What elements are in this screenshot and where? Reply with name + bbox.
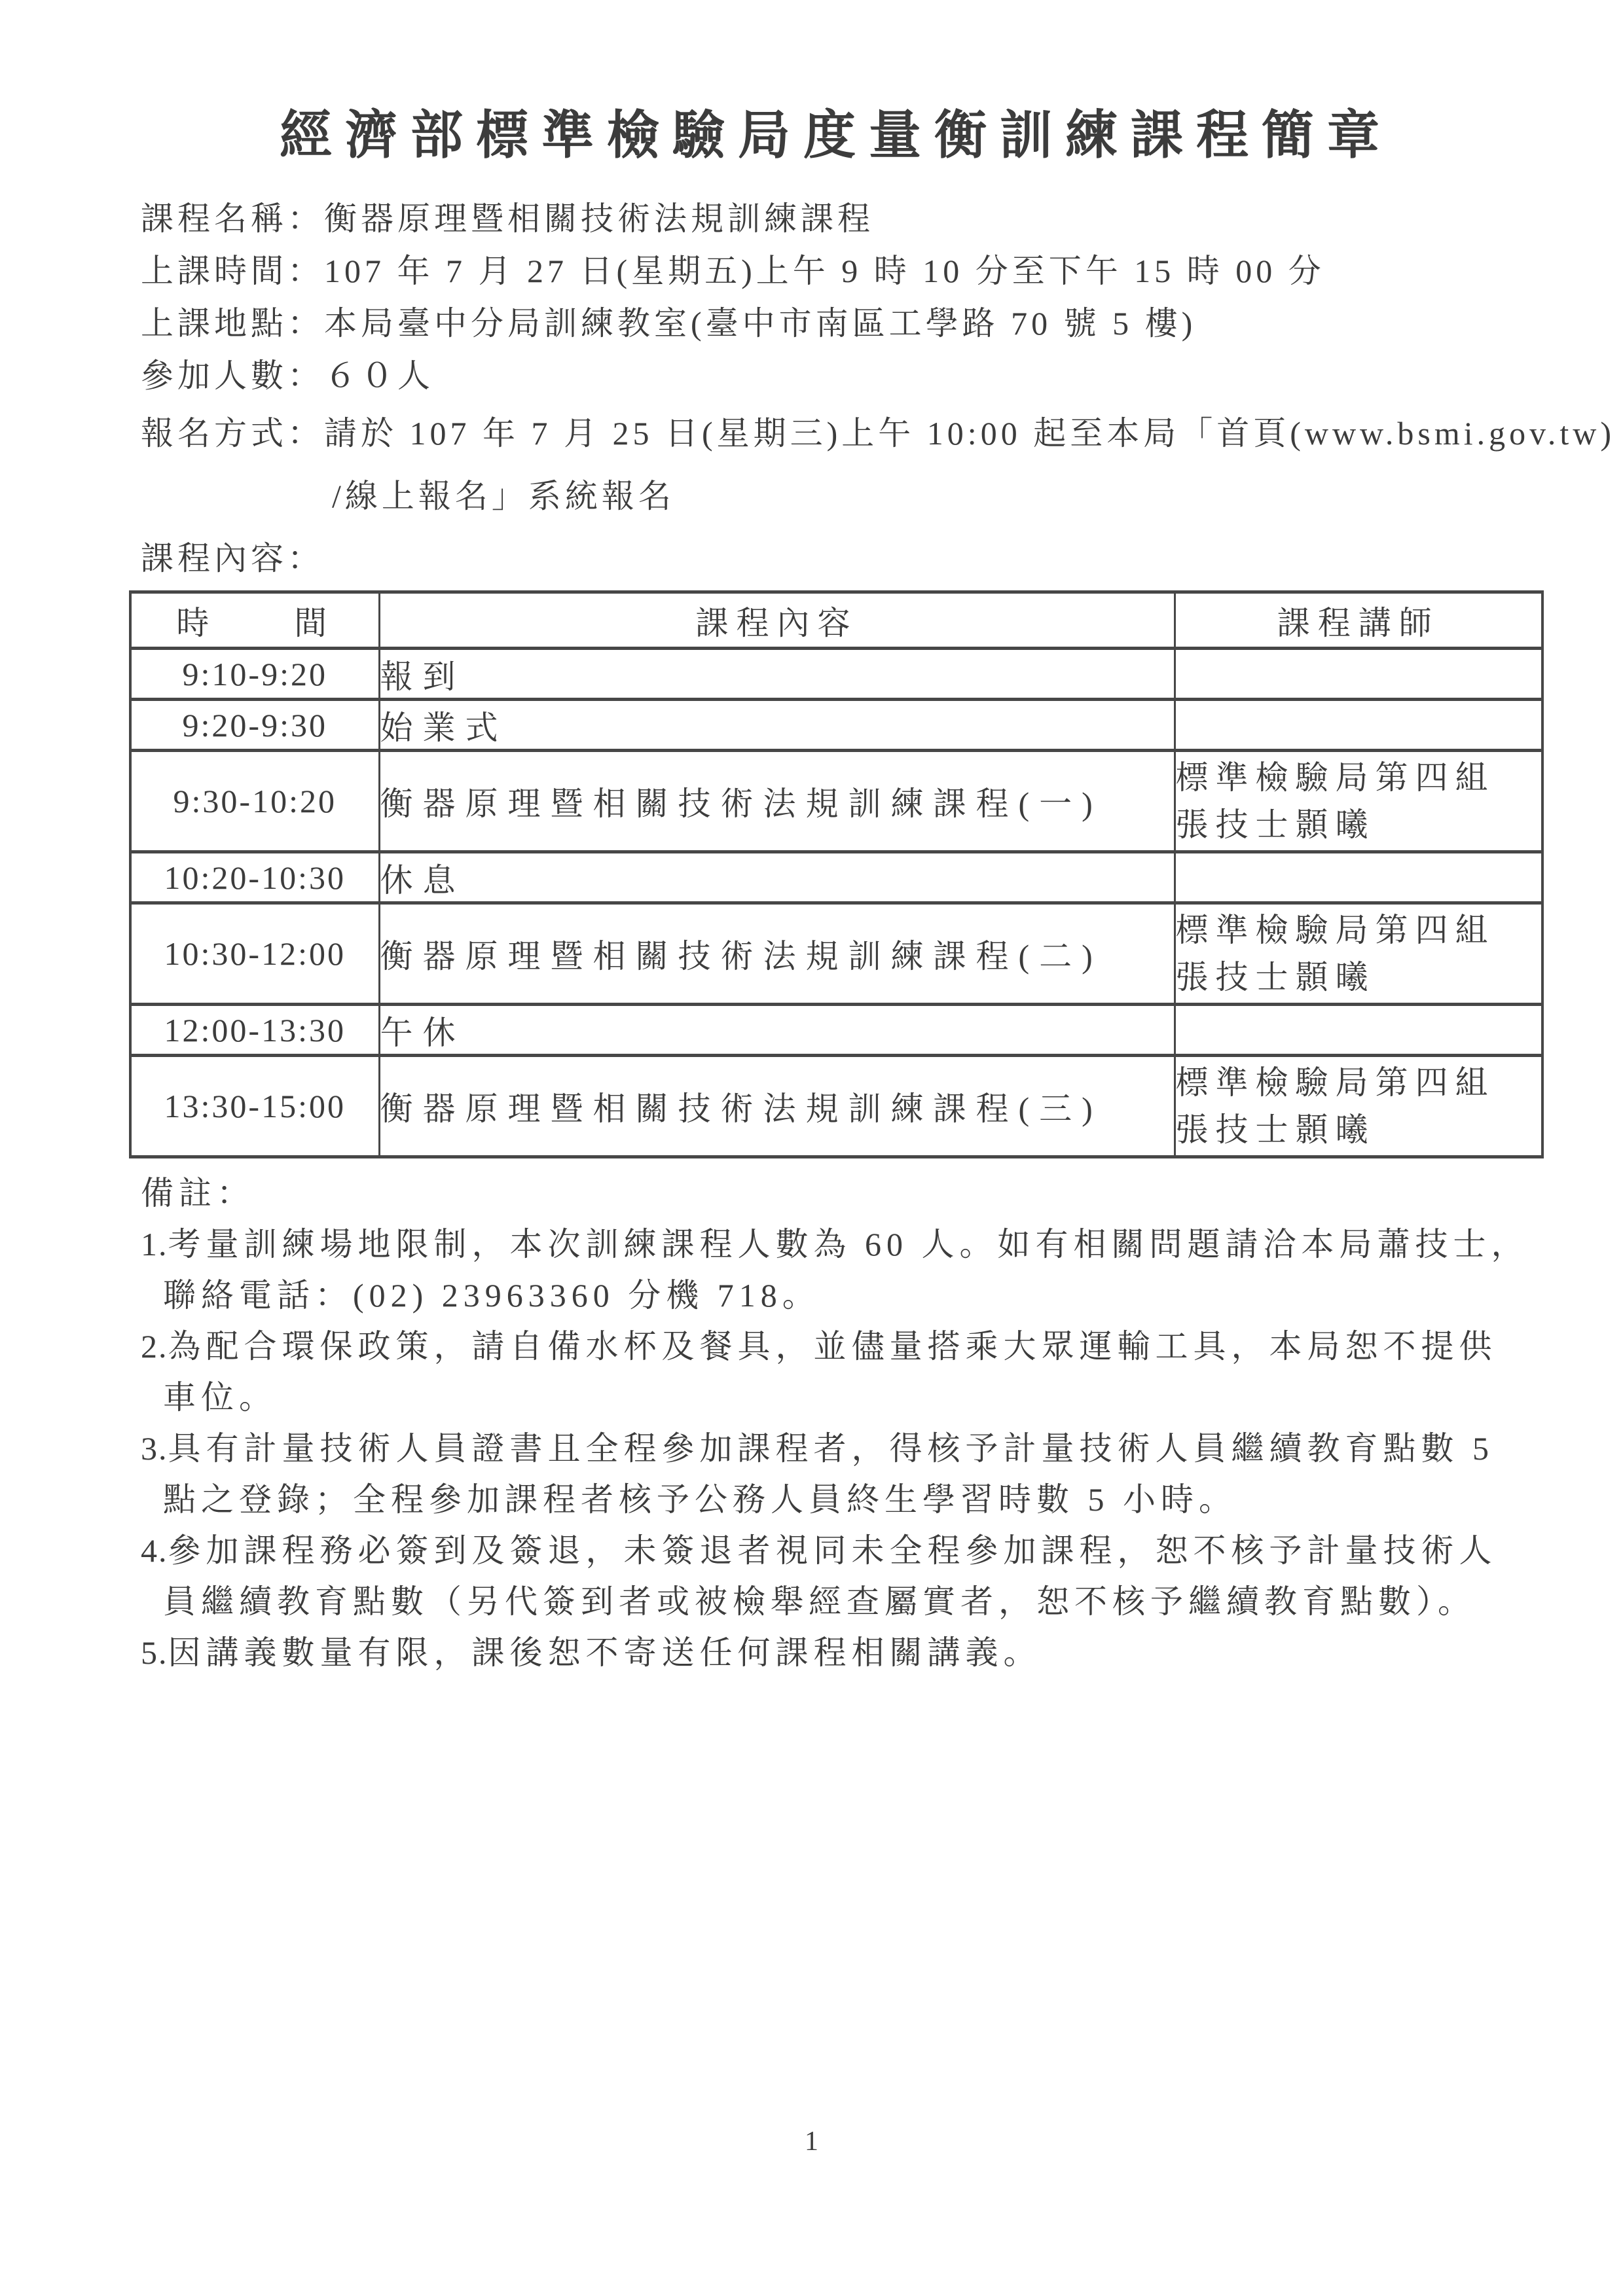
note-text: 因講義數量有限，課後恕不寄送任何課程相關講義。 <box>168 1634 1042 1671</box>
instructor-org: 標準檢驗局第四組 <box>1175 1064 1495 1101</box>
schedule-row <box>130 649 1542 700</box>
schedule-row <box>130 1056 1542 1157</box>
cell-time: 10:20-10:30 <box>130 852 379 903</box>
info-label: 上課時間： <box>141 253 324 289</box>
info-label: 課程名稱： <box>141 200 324 237</box>
cell-content: 休息 <box>379 852 1175 903</box>
info-label: 報名方式： <box>141 415 324 452</box>
instructor-org: 標準檢驗局第四組 <box>1175 912 1495 948</box>
info-line-registration-cont: /線上報名」系統報名 <box>332 478 675 514</box>
info-label: 參加人數： <box>141 357 324 394</box>
info-line-participants <box>141 350 1543 402</box>
cell-content: 衡器原理暨相關技術法規訓練課程(一) <box>379 751 1175 852</box>
schedule-row <box>130 700 1542 751</box>
schedule-row <box>130 903 1542 1005</box>
info-line-registration <box>141 402 1616 465</box>
cell-content: 午休 <box>379 1005 1175 1056</box>
note-number: 4. <box>141 1532 168 1569</box>
note-text: 參加課程務必簽到及簽退，未簽退者視同未全程參加課程，恕不核予計量技術人 <box>168 1532 1497 1569</box>
schedule-caption: 課程內容： <box>141 540 324 577</box>
note-text: 考量訓練場地限制，本次訓練課程人數為 60 人。如有相關問題請洽本局蕭技士， <box>168 1226 1529 1263</box>
note-item-3 <box>141 1423 1543 1525</box>
info-value: 107 年 7 月 27 日(星期五)上午 9 時 10 分至下午 15 時 00 分 <box>324 253 1325 289</box>
info-value: 本局臺中分局訓練教室(臺中市南區工學路 70 號 5 樓) <box>324 305 1197 342</box>
note-item-2 <box>141 1321 1543 1423</box>
note-number: 1. <box>141 1226 168 1263</box>
info-label: 上課地點： <box>141 305 324 342</box>
page-number: 1 <box>805 2126 818 2157</box>
note-text-cont: 點之登錄；全程參加課程者核予公務人員終生學習時數 5 小時。 <box>163 1481 1237 1518</box>
note-item-5 <box>141 1627 1543 1678</box>
cell-time: 10:30-12:00 <box>130 903 379 1005</box>
schedule-row <box>130 751 1542 852</box>
cell-content: 始業式 <box>379 700 1175 751</box>
cell-time: 13:30-15:00 <box>130 1056 379 1157</box>
cell-time: 9:10-9:20 <box>130 649 379 700</box>
instructor-org: 標準檢驗局第四組 <box>1175 759 1495 796</box>
cell-instructor <box>1175 852 1542 903</box>
cell-time: 12:00-13:30 <box>130 1005 379 1056</box>
schedule-row <box>130 1005 1542 1056</box>
cell-instructor <box>1175 903 1542 1005</box>
cell-instructor <box>1175 751 1542 852</box>
cell-time: 9:20-9:30 <box>130 700 379 751</box>
note-text: 具有計量技術人員證書且全程參加課程者，得核予計量技術人員繼續教育點數 5 <box>168 1430 1494 1467</box>
cell-instructor <box>1175 649 1542 700</box>
cell-content: 報到 <box>379 649 1175 700</box>
cell-content: 衡器原理暨相關技術法規訓練課程(二) <box>379 903 1175 1005</box>
note-number: 5. <box>141 1634 168 1671</box>
info-line-course-name <box>141 192 1543 245</box>
cell-instructor <box>1175 700 1542 751</box>
cell-instructor <box>1175 1005 1542 1056</box>
schedule-table <box>129 590 1544 1158</box>
header-time: 時 間 <box>130 592 379 649</box>
note-number: 3. <box>141 1430 168 1467</box>
notes-section <box>129 1168 1543 1678</box>
instructor-name: 張技士顥曦 <box>1175 959 1376 996</box>
notes-heading: 備註： <box>141 1175 255 1211</box>
cell-instructor <box>1175 1056 1542 1157</box>
info-value: ６０人 <box>324 357 434 394</box>
cell-content: 衡器原理暨相關技術法規訓練課程(三) <box>379 1056 1175 1157</box>
header-instructor: 課程講師 <box>1175 592 1542 649</box>
instructor-name: 張技士顥曦 <box>1175 806 1376 843</box>
info-line-class-time <box>141 245 1543 297</box>
schedule-row <box>130 852 1542 903</box>
info-block <box>141 192 1616 528</box>
note-text-cont: 聯絡電話：(02) 23963360 分機 718。 <box>163 1277 820 1314</box>
info-line-location <box>141 297 1543 350</box>
header-content: 課程內容 <box>379 592 1175 649</box>
instructor-name: 張技士顥曦 <box>1175 1111 1376 1148</box>
document-content <box>129 0 1616 1678</box>
info-value: 請於 107 年 7 月 25 日(星期三)上午 10:00 起至本局「首頁(www.bsmi.gov.tw) <box>324 415 1616 452</box>
note-text: 為配合環保政策，請自備水杯及餐具，並儘量搭乘大眾運輸工具，本局恕不提供 <box>168 1328 1497 1365</box>
note-item-4 <box>141 1525 1543 1627</box>
page-title: 經濟部標準檢驗局度量衡訓練課程簡章 <box>280 107 1393 165</box>
info-value: 衡器原理暨相關技術法規訓練課程 <box>324 200 874 237</box>
note-item-1 <box>141 1219 1543 1321</box>
schedule-header-row <box>130 592 1542 649</box>
note-text-cont: 員繼續教育點數（另代簽到者或被檢舉經查屬實者，恕不核予繼續教育點數）。 <box>163 1583 1476 1620</box>
cell-time: 9:30-10:20 <box>130 751 379 852</box>
note-text-cont: 車位。 <box>163 1379 277 1416</box>
note-number: 2. <box>141 1328 168 1365</box>
